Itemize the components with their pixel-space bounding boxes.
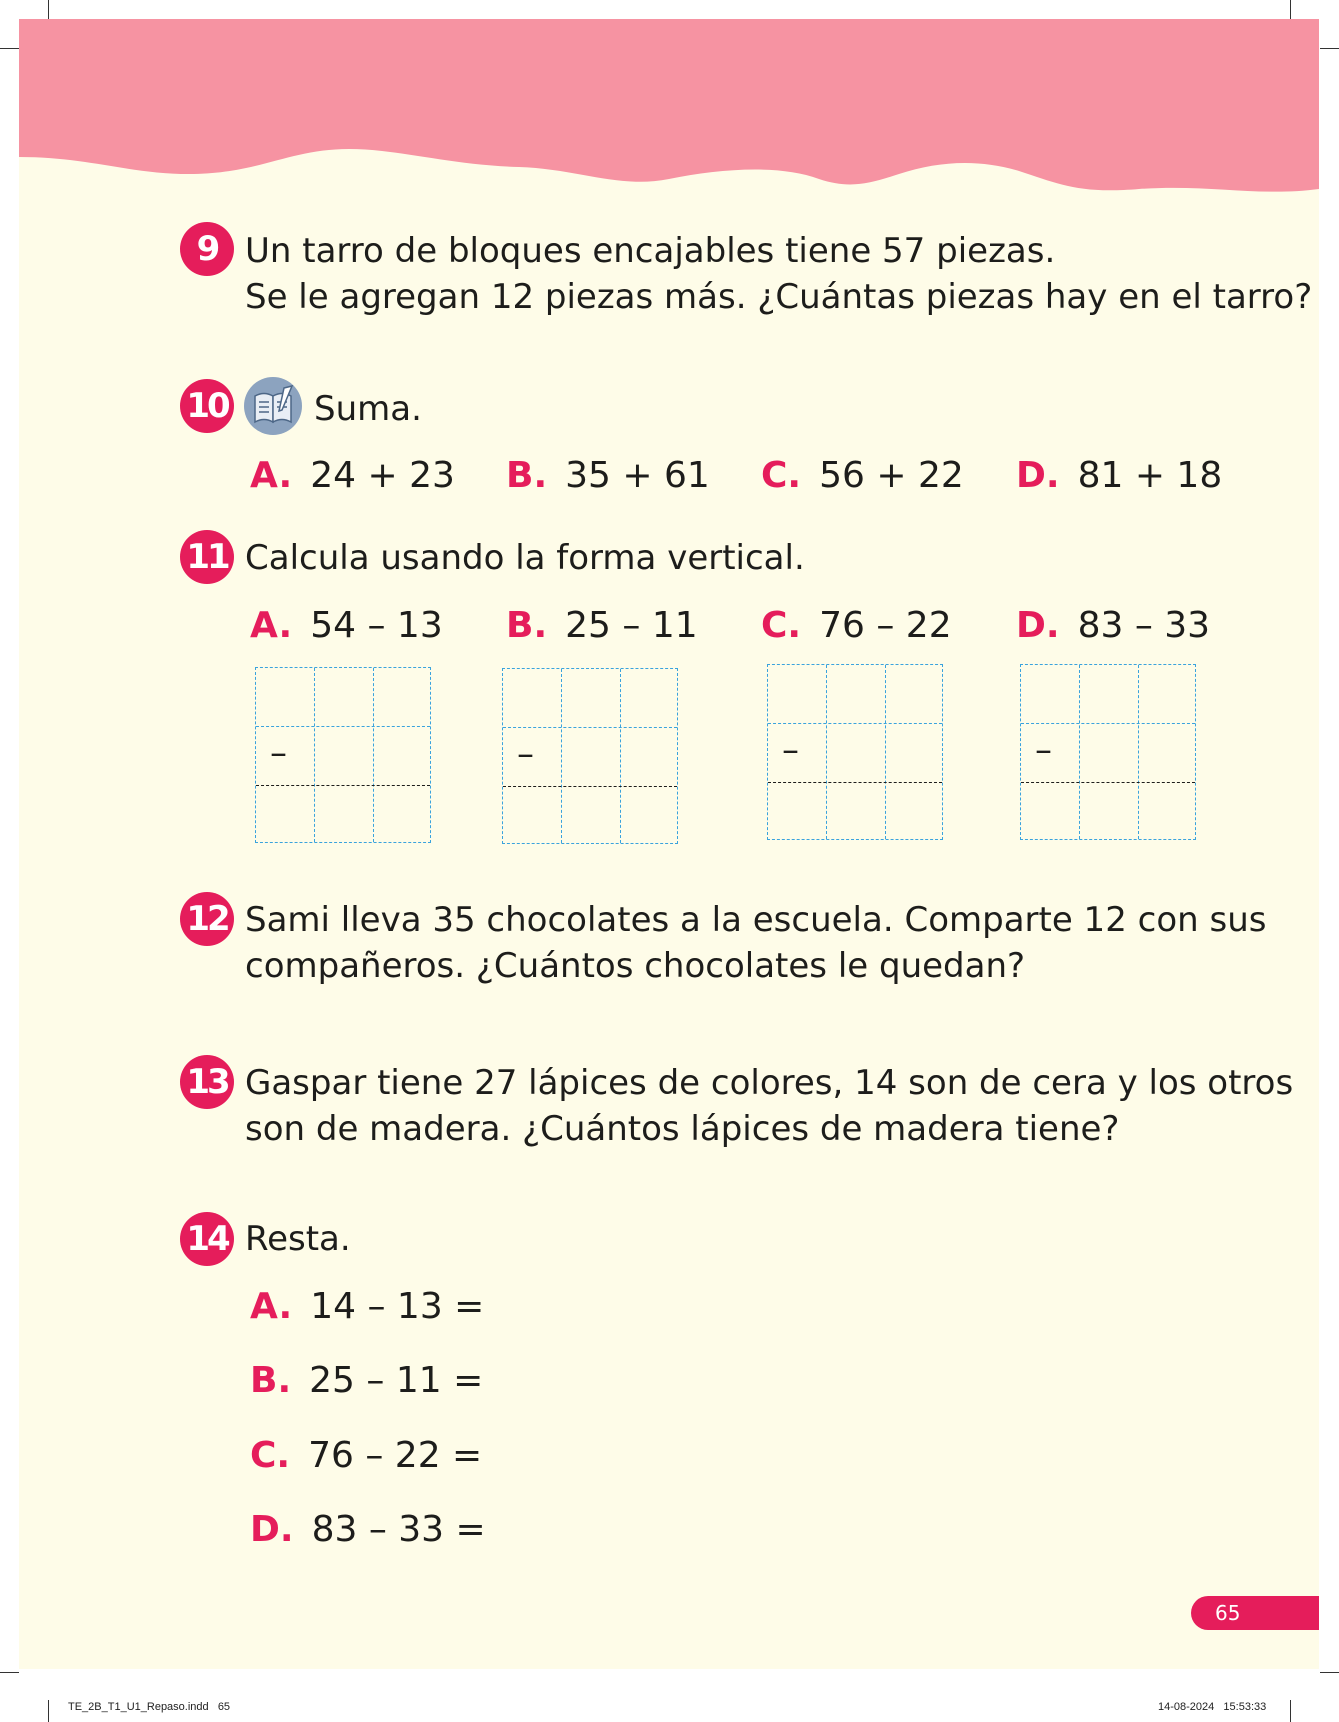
question-13-line2: son de madera. ¿Cuántos lápices de madera tiene?: [245, 1109, 1120, 1149]
q10-option-b: [506, 454, 710, 498]
crop-mark: [1290, 0, 1291, 19]
option-expression: 24 + 23: [310, 455, 455, 496]
question-12-line2: compañeros. ¿Cuántos chocolates le quedan?: [245, 946, 1026, 986]
page-number: 65: [1191, 1596, 1319, 1630]
vertical-subtraction-grid-a[interactable]: [255, 667, 431, 843]
option-letter: C.: [250, 1435, 291, 1476]
option-letter: B.: [250, 1360, 292, 1401]
option-expression: 35 + 61: [565, 455, 710, 496]
vertical-subtraction-grid-c[interactable]: [767, 664, 943, 840]
option-letter: D.: [1016, 605, 1060, 646]
crop-mark: [48, 0, 49, 19]
q11-option-a: [250, 604, 443, 648]
crop-mark: [1320, 1672, 1339, 1673]
q11-option-d: [1016, 604, 1210, 648]
question-9-line1: Un tarro de bloques encajables tiene 57 piezas.: [245, 231, 1056, 271]
q10-option-d: [1016, 454, 1222, 498]
option-expression: 56 + 22: [819, 455, 964, 496]
question-9-badge: 9: [180, 222, 234, 276]
question-12-badge: 12: [180, 892, 234, 946]
q14-option-b: [250, 1359, 483, 1403]
q11-option-b: [506, 604, 698, 648]
crop-mark: [0, 48, 19, 49]
q14-option-a: [250, 1285, 484, 1329]
option-letter: A.: [250, 605, 293, 646]
option-expression: 83 – 33: [1077, 605, 1211, 646]
minus-sign: –: [782, 730, 799, 770]
option-letter: B.: [506, 455, 548, 496]
option-expression: 83 – 33 =: [311, 1509, 486, 1550]
timestamp: 14-08-2024 15:53:33: [1158, 1701, 1267, 1713]
option-expression: 14 – 13 =: [310, 1286, 485, 1327]
crop-mark: [0, 1672, 19, 1673]
option-expression: 76 – 22 =: [308, 1435, 483, 1476]
q14-option-d: [250, 1508, 486, 1552]
option-letter: C.: [761, 605, 802, 646]
q10-option-c: [761, 454, 964, 498]
option-letter: C.: [761, 455, 802, 496]
vertical-subtraction-grid-b[interactable]: [502, 668, 678, 844]
crop-mark: [1320, 48, 1339, 49]
minus-sign: –: [517, 734, 534, 774]
option-expression: 81 + 18: [1077, 455, 1223, 496]
option-letter: A.: [250, 455, 293, 496]
question-14-instruction: Resta.: [245, 1219, 351, 1259]
option-expression: 25 – 11 =: [309, 1360, 484, 1401]
crop-mark: [48, 1700, 49, 1722]
question-9-line2: Se le agregan 12 piezas más. ¿Cuántas piezas hay en el tarro?: [245, 277, 1313, 317]
question-10-instruction: Suma.: [314, 389, 422, 429]
option-letter: D.: [1016, 455, 1060, 496]
question-14-badge: 14: [180, 1212, 234, 1266]
question-13-badge: 13: [180, 1055, 234, 1109]
minus-sign: –: [270, 733, 287, 773]
notebook-icon: [243, 376, 303, 436]
option-letter: A.: [250, 1286, 293, 1327]
question-10-badge: 10: [180, 379, 234, 433]
minus-sign: –: [1035, 730, 1052, 770]
option-letter: B.: [506, 605, 548, 646]
vertical-subtraction-grid-d[interactable]: [1020, 664, 1196, 840]
question-12-line1: Sami lleva 35 chocolates a la escuela. Comparte 12 con sus: [245, 900, 1267, 940]
option-expression: 54 – 13: [310, 605, 443, 646]
q11-option-c: [761, 604, 952, 648]
option-expression: 25 – 11: [565, 605, 698, 646]
q10-option-a: [250, 454, 455, 498]
crop-mark: [1290, 1700, 1291, 1722]
question-11-instruction: Calcula usando la forma vertical.: [245, 538, 805, 578]
question-13-line1: Gaspar tiene 27 lápices de colores, 14 son de cera y los otros: [245, 1063, 1294, 1103]
question-11-badge: 11: [180, 530, 234, 584]
file-name: TE_2B_T1_U1_Repaso.indd 65: [68, 1701, 231, 1713]
header-wave: [19, 19, 1319, 219]
option-letter: D.: [250, 1509, 294, 1550]
option-expression: 76 – 22: [819, 605, 952, 646]
q14-option-c: [250, 1434, 482, 1478]
